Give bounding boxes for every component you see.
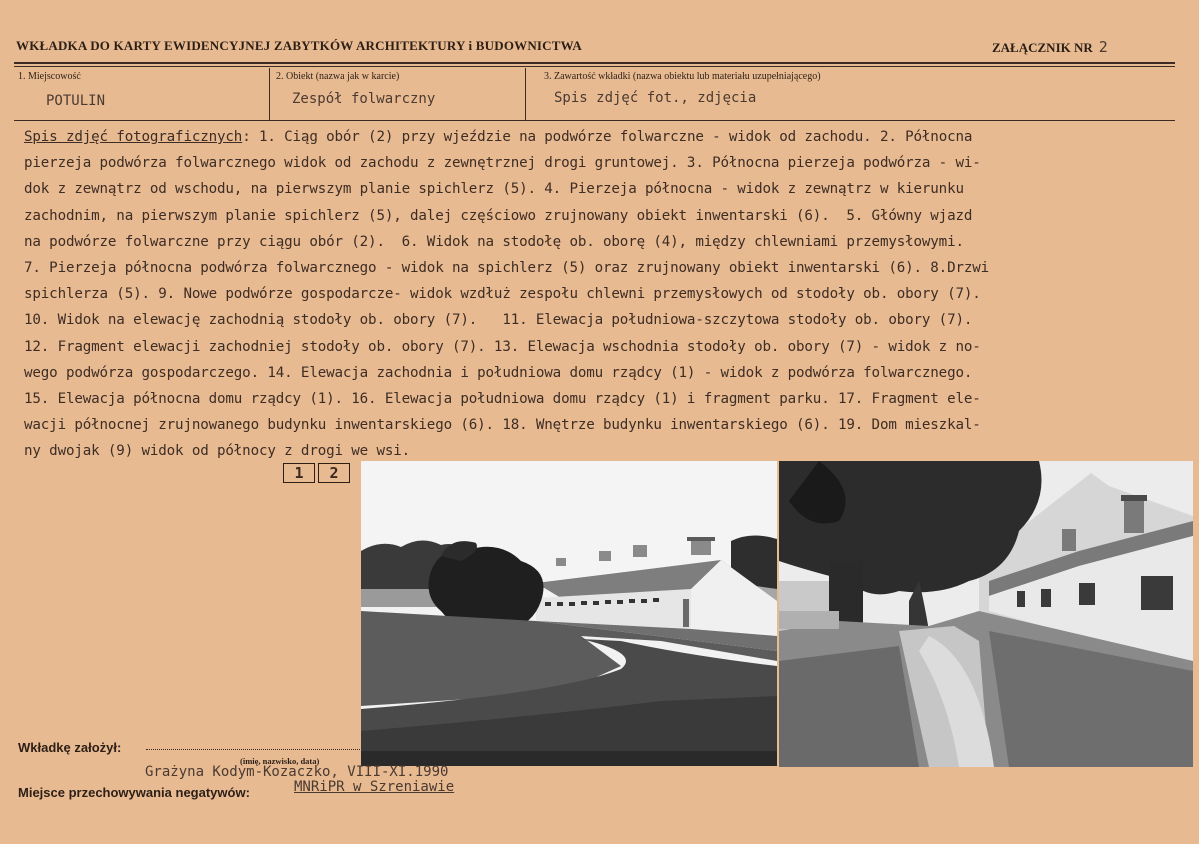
fields-rule bbox=[14, 120, 1175, 121]
storage-value: MNRiPR w Szreniawie bbox=[294, 779, 455, 795]
attachment-label: ZAŁĄCZNIK NR 2 bbox=[992, 38, 1108, 56]
place-label: 1. Miejscowość bbox=[18, 71, 81, 82]
photo-number-2: 2 bbox=[318, 463, 350, 483]
photo-1-barns bbox=[361, 461, 777, 766]
object-label: 2. Obiekt (nazwa jak w karcie) bbox=[276, 71, 400, 82]
content-label: 3. Zawartość wkładki (nazwa obiektu lub materiału uzupełniającego) bbox=[544, 71, 821, 82]
header-rule bbox=[14, 62, 1175, 64]
place-value: POTULIN bbox=[46, 93, 106, 109]
field-divider bbox=[525, 68, 526, 120]
photo-2-north-frontage bbox=[779, 461, 1193, 767]
storage-label: Miejsce przechowywania negatywów: bbox=[18, 785, 250, 800]
photo-number-1: 1 bbox=[283, 463, 315, 483]
object-value: Zespół folwarczny bbox=[292, 91, 436, 107]
header-rule-thin bbox=[14, 66, 1175, 67]
photo-list-text: Spis zdjęć fotograficznych: 1. Ciąg obór (2) przy wjeździe na podwórze folwarczne - widok od zachodu. 2. Północna pierzeja podwórza folwarcznego widok od zachodu z zewnętrznej drogi gruntowej. 3. Północna pierzeja podwórza - wi- dok z zewnątrz od wschodu, na pierwszym planie spichlerz (5). 4. Pierzeja północna - widok z zewnątrz w kierunku zachodnim, na pierwszym planie spichlerz (5), dalej częściowo zrujnowany obiekt inwentarski (6). 5. Główny wjazd na podwórze folwarczne przy ciągu obór (2). 6. Widok na stodołę ob. oborę (4), między chlewniami przemysłowymi. 7. Pierzeja północna podwórza folwarcznego - widok na spichlerz (5) oraz zrujnowany obiekt inwentarski (6). 8.Drzwi spichlerza (5). 9. Nowe podwórze gospodarcze- widok wzdłuż zespołu chlewni przemysłowych od stodoły ob. obory (7). 10. Widok na elewację zachodnią stodoły ob. obory (7). 11. Elewacja południowa-szczytowa stodoły ob. obory (7). 12. Fragment elewacji zachodniej stodoły ob. obory (7). 13. Elewacja wschodnia stodoły ob. obory (7) - widok z no- wego podwórza gospodarczego. 14. Elewacja zachodnia i południowa domu rządcy (1) - widok z podwórza folwarcznego. 15. Elewacja północna domu rządcy (1). 16. Elewacja południowa domu rządcy (1) i fragment parku. 17. Fragment ele- wacji północnej zrujnowanego budynku inwentarskiego (6). 18. Wnętrze budynku inwentarskiego (6). 19. Dom mieszkal- ny dwojak (9) widok od północy z drogi we wsi. bbox=[24, 129, 990, 460]
created-by-hint: (imię, nazwisko, data) bbox=[240, 756, 320, 766]
created-by-value: Grażyna Kodym-Kozaczko, VIII-XI.1990 bbox=[145, 764, 449, 780]
created-by-line bbox=[146, 749, 360, 751]
content-value: Spis zdjęć fot., zdjęcia bbox=[554, 90, 757, 106]
photo-number-boxes bbox=[283, 463, 350, 483]
attachment-number: 2 bbox=[1098, 38, 1108, 56]
created-by-label: Wkładkę założył: bbox=[18, 740, 122, 755]
photo-list-lead: Spis zdjęć fotograficznych bbox=[24, 129, 243, 145]
form-title: WKŁADKA DO KARTY EWIDENCYJNEJ ZABYTKÓW ARCHITEKTURY i BUDOWNICTWA bbox=[16, 38, 582, 53]
field-divider bbox=[269, 68, 270, 120]
